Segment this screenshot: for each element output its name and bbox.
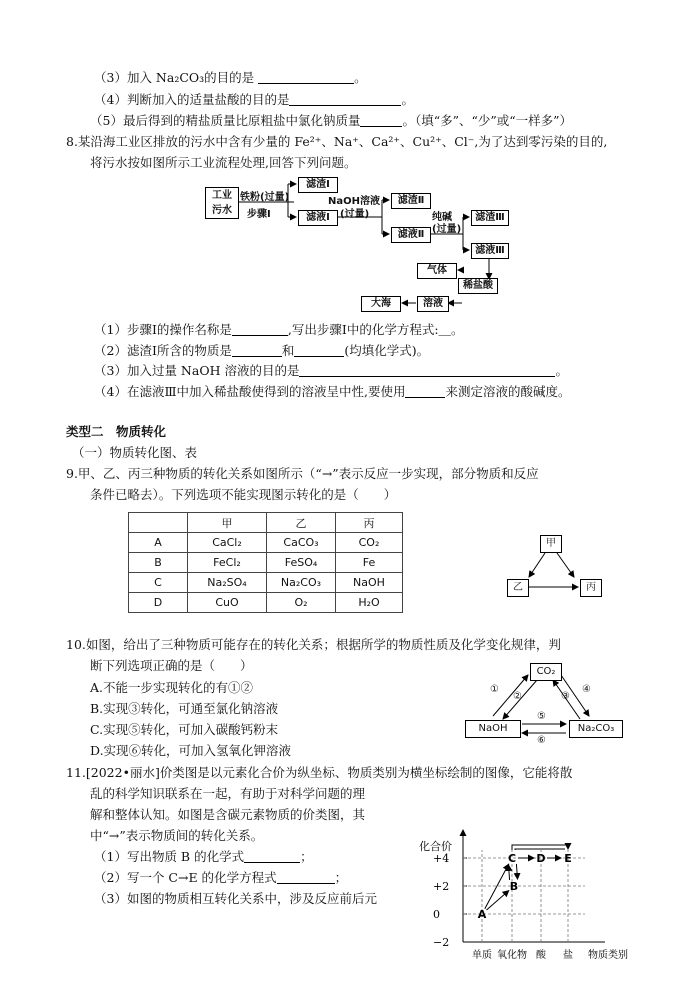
y-axis-label: 化合价 [419,840,452,853]
table-cell: H₂O [336,593,403,613]
q10-node-naoh: NaOH [465,720,521,738]
point-b: B [509,880,519,893]
table-cell: D [129,593,188,613]
q7-item-4: （4）判断加入的适量盐酸的目的是 。 [94,92,414,107]
q10-option-c: C.实现⑤转化，可加入碳酸钙粉末 [90,722,279,737]
y-tick-label: +2 [433,880,450,893]
q9-node-yi: 乙 [507,579,529,597]
flow-acid-box: 稀盐酸 [458,278,498,294]
q9-stem-line2: 条件已略去）。下列选项不能实现图示转化的是（ ） [90,487,397,502]
q11-stem-line4: 中“→”表示物质间的转化关系。 [90,828,264,843]
table-cell: CuO [188,593,267,613]
flow-filtrate1: 滤液Ⅰ [298,210,338,226]
flow-naoh-label: NaOH溶液 [328,196,380,207]
q8-item-2: （2）滤渣Ⅰ所含的物质是 和 (均填化学式)。 [94,343,430,358]
q11-stem-line3: 解和整体认知。如图是含碳元素物质的价类图，其 [90,807,366,822]
table-header-cell: 乙 [267,513,336,533]
table-cell: Na₂SO₄ [188,573,267,593]
q11-stem-line2: 乱的科学知识联系在一起，有助于对科学问题的理 [90,786,366,801]
y-tick-label: 0 [433,908,440,921]
table-cell: FeCl₂ [188,553,267,573]
table-cell: C [129,573,188,593]
table-cell: CO₂ [336,533,403,553]
q11-item-2: （2）写一个 C→E 的化学方程式 ； [94,870,348,885]
flow-soda-excess: (过量) [432,224,462,235]
flow-naoh-excess: (过量) [340,209,370,220]
transform-arrow [508,865,509,880]
q7-item-3: （3）加入 Na₂CO₃的目的是 。 [94,70,367,85]
transform-arrow [515,849,565,850]
q10-label-1: ① [490,684,499,695]
flow-residue3: 滤渣Ⅲ [471,210,509,226]
table-header-cell: 甲 [188,513,267,533]
flow-sea-box: 大海 [361,296,401,312]
x-tick-label: 酸 [536,950,546,961]
q9-node-bing: 丙 [580,579,602,597]
x-axis-label: 物质类别 [588,950,628,961]
q9-node-jia: 甲 [540,535,562,553]
table-cell: Fe [336,553,403,573]
q8-stem-line1: 8.某沿海工业区排放的污水中含有少量的 Fe²⁺、Na⁺、Ca²⁺、Cu²⁺、Cl⁻,为了达到零污染的目的, [66,134,608,149]
table-cell: CaCO₃ [267,533,336,553]
flow-source-box: 工业 污水 [205,187,239,219]
section-title: 类型二 物质转化 [66,424,167,439]
flow-soda-label: 纯碱 [432,212,452,223]
point-a: A [477,908,487,921]
transform-arrow [485,864,509,909]
table-cell: A [129,533,188,553]
q8-stem-line2: 将污水按如图所示工业流程处理,回答下列问题。 [90,155,357,170]
q7-item-5: （5）最后得到的精盐质量比原粗盐中氯化钠质量 。（填“多”、“少”或“一样多”） [90,113,573,128]
q10-stem-line2: 断下列选项正确的是（ ） [90,658,253,673]
point-d: D [536,852,546,865]
q10-option-a: A.不能一步实现转化的有①② [90,680,254,695]
flow-step1-label: 步骤Ⅰ [247,209,271,220]
q10-stem-line1: 10.如图，给出了三种物质可能存在的转化关系；根据所学的物质性质及化学变化规律，判 [66,637,561,652]
point-e: E [564,852,572,865]
q10-option-b: B.实现③转化，可通至氯化钠溶液 [90,701,279,716]
table-cell: NaOH [336,573,403,593]
flow-filtrate2: 滤液Ⅱ [391,227,431,243]
table-cell: O₂ [267,593,336,613]
transform-arrow [516,864,517,879]
y-tick-label: −2 [433,936,450,949]
flow-solution-box: 溶液 [417,296,449,312]
q10-label-6: ⑥ [537,735,546,746]
q10-label-2: ② [513,691,522,702]
table-cell: B [129,553,188,573]
flow-residue1: 滤渣Ⅰ [298,177,338,193]
y-tick-label: +4 [433,852,450,865]
q10-node-co2: CO₂ [530,663,562,681]
table-header-cell: 丙 [336,513,403,533]
section-subtitle: （一）物质转化图、表 [72,445,198,460]
q11-stem-line1: 11.[2022•丽水]价类图是以元素化合价为纵坐标、物质类别为横坐标绘制的图像，它能将散 [66,765,573,780]
q10-label-5: ⑤ [537,711,546,722]
x-tick-label: 盐 [563,950,573,961]
q10-label-4: ④ [582,684,591,695]
q11-item-1: （1）写出物质 B 的化学式 ； [94,849,313,864]
q11-item-3: （3）如图的物质相互转化关系中，涉及反应前后元 [94,891,377,906]
q10-node-na2co3: Na₂CO₃ [569,720,623,738]
table-cell: FeSO₄ [267,553,336,573]
flow-residue2: 滤渣Ⅱ [391,193,431,209]
q8-item-4: （4）在滤液Ⅲ中加入稀盐酸使得到的溶液呈中性,要使用 来测定溶液的酸碱度。 [94,384,571,399]
q9-stem-line1: 9.甲、乙、丙三种物质的转化关系如图所示（“→”表示反应一步实现，部分物质和反应 [66,466,539,481]
flow-gas-box: 气体 [417,263,457,279]
q8-item-3: （3）加入过量 NaOH 溶液的目的是 。 [94,363,568,378]
flow-filtrate3: 滤液Ⅲ [471,243,509,259]
x-tick-label: 氧化物 [497,950,527,961]
flow-iron-label: 铁粉(过量) [240,192,290,203]
q10-option-d: D.实现⑥转化，可加入氢氧化钾溶液 [90,743,292,758]
table-cell: CaCl₂ [188,533,267,553]
x-tick-label: 单质 [472,950,492,961]
point-c: C [507,852,517,865]
q8-item-1: （1）步骤Ⅰ的操作名称是 ,写出步骤Ⅰ中的化学方程式:＿。 [94,322,464,337]
table-cell: Na₂CO₃ [267,573,336,593]
q10-label-3: ③ [561,691,570,702]
